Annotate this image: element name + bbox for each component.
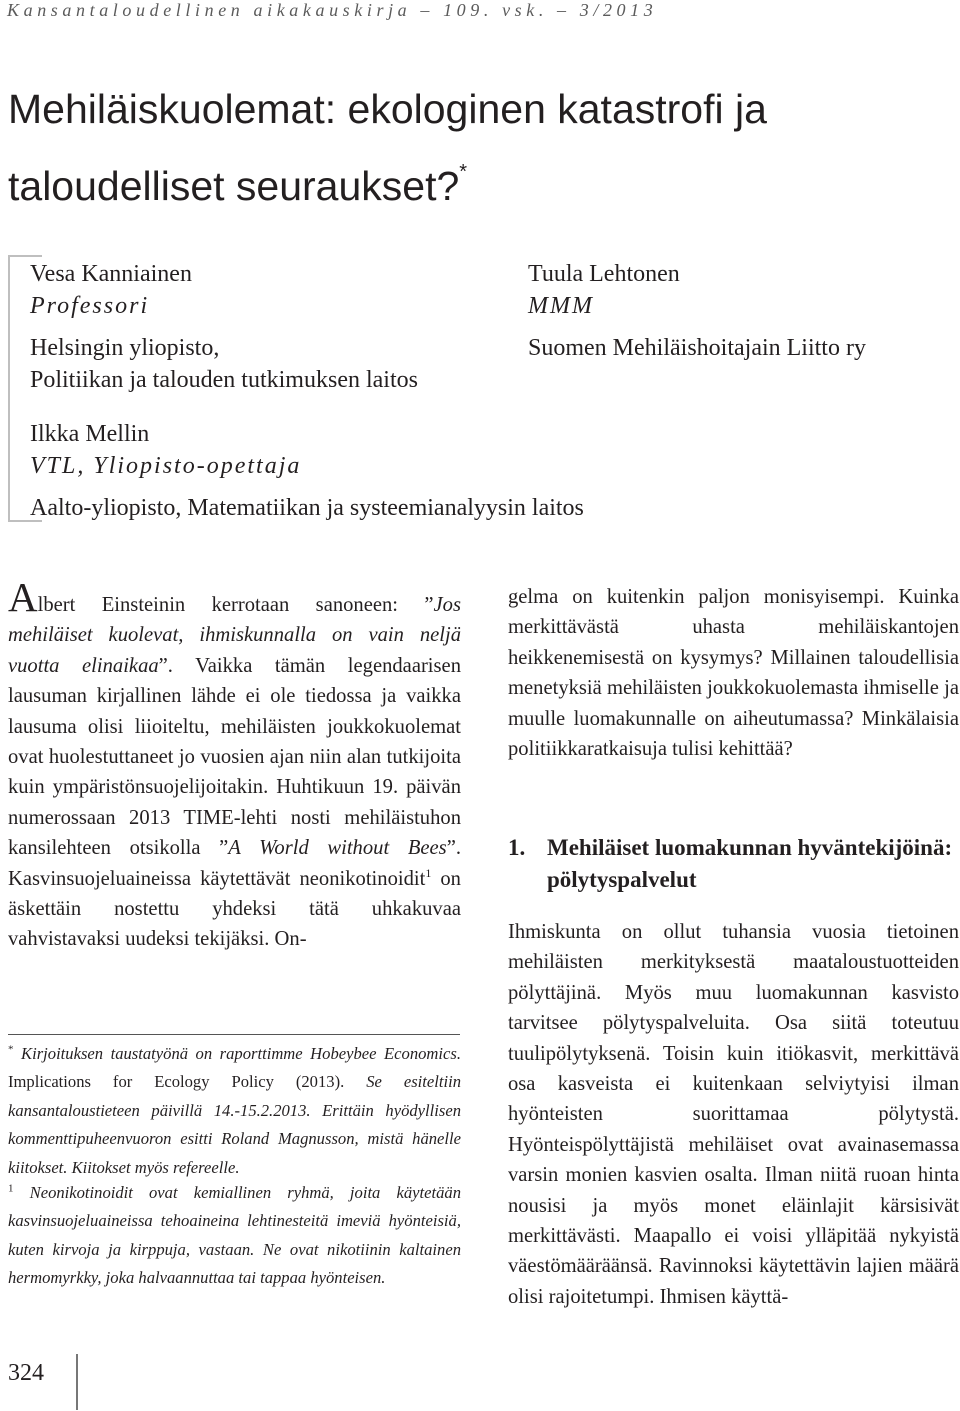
section-paragraph: Ihmiskunta on ollut tuhansia vuosia tietoinen mehiläisten merkityksestä maataloustuotteiden pölyttäjinä. Myös muu luomakunnan kasvisto tarvitsee pölytyspalveluita. Osa siitä toteutuu tuulipölytyksenä. Toisin kuin itiökasvit, merkittävä osa kasveista ei kuitenkaan selviytyisi ilman hyönteisten suorittamaa pölytystä. Hyönteispölyttäjistä mehiläiset ovat avainasemassa varsin monien kasvien osalta. Ilman niitä ruoan hinta nousisi ja myös monet eläinlajit kärsisivät merkittävästi. Maapallo ei voisi ylläpitää nykyistä väestömääräänsä. Ravinnoksi käytettävin lajien määrä olisi rajoitetumpi. Ihmisen käyttä- bbox=[508, 921, 959, 1308]
left-column bbox=[8, 574, 461, 955]
footnote-1: $^1$ Neonikotinoidit ovat kemiallinen ryhmä, joita käytetään kasvinsuojeluaineissa tehoaineina lehtinesteitä imeviä hyönteisiä, kuten kirvoja ja kirppuja, vastaan. Ne ovat nikotiinin kaltainen hermomyrkky, joka halvaannuttaa tai tappaa hyönteisen. bbox=[8, 1182, 461, 1288]
author-role: VTL, Yliopisto-opettaja bbox=[30, 453, 302, 479]
author-affiliation: Helsingin yliopisto, bbox=[30, 335, 220, 361]
title-line-1: Mehiläiskuolemat: ekologinen katastrofi ja bbox=[8, 86, 767, 132]
author-name: Tuula Lehtonen bbox=[528, 261, 680, 287]
author-role: MMM bbox=[528, 293, 594, 319]
author-bracket bbox=[8, 255, 21, 521]
footnote-rule bbox=[8, 1034, 460, 1035]
dropcap: A bbox=[8, 574, 38, 620]
author-affiliation: Suomen Mehiläishoitajain Liitto ry bbox=[528, 335, 866, 361]
section-heading bbox=[508, 832, 953, 896]
author-block-1 bbox=[30, 258, 418, 396]
author-block-3 bbox=[30, 418, 584, 524]
title-footnote-mark: * bbox=[459, 161, 468, 183]
title-line-2: taloudelliset seuraukset? bbox=[8, 163, 460, 209]
author-bracket-top bbox=[8, 255, 42, 257]
right-column-top bbox=[508, 582, 959, 764]
page-number-divider bbox=[76, 1354, 78, 1410]
author-affiliation: Politiikan ja talouden tutkimuksen laitos bbox=[30, 367, 418, 393]
continuation-paragraph: gelma on kuitenkin paljon monisyisempi. Kuinka merkittävästä uhasta mehiläiskantojen heikkenemisestä on kysymys? Millainen taloudellisia menetyksiä mehiläisten joukkokuolemasta ihmiselle ja muulle luomakunnalle on aiheutumassa? Minkälaisia politiikkaratkaisuja tulisi kehittää? bbox=[508, 586, 959, 761]
time-cover-title: A World without Bees bbox=[228, 837, 447, 860]
footnote-mark: * bbox=[8, 1043, 14, 1056]
einstein-quote: Jos mehiläiset kuolevat, ihmiskunnalla on vain neljä vuotta elinaikaa bbox=[8, 594, 461, 677]
footnote-mark: 1 bbox=[8, 1182, 14, 1195]
author-role: Professori bbox=[30, 293, 150, 319]
right-column-section bbox=[508, 917, 959, 1312]
author-name: Ilkka Mellin bbox=[30, 421, 150, 447]
footnote-star: * Kirjoituksen taustatyönä on raporttimme Hobeybee Economics. Implications for Ecology Policy (2013). Se esiteltiin kansantaloustieteen päivillä 14.-15.2.2013. Erittäin hyödyllisen kommenttipuheenvuoron esitti Roland Magnusson, mistä hänelle kiitokset. Kiitokset myös refereelle. bbox=[8, 1043, 461, 1177]
page-number: 324 bbox=[8, 1360, 44, 1386]
author-affiliation: Aalto-yliopisto, Matematiikan ja systeemianalyysin laitos bbox=[30, 495, 584, 521]
footnote-ref[interactable]: 1 bbox=[425, 865, 432, 880]
author-block-2 bbox=[528, 258, 866, 364]
section-title: Mehiläiset luomakunnan hyväntekijöinä: pölytyspalvelut bbox=[547, 835, 953, 892]
article-title bbox=[8, 78, 948, 218]
section-number: 1. bbox=[508, 835, 526, 860]
intro-paragraph: Albert Einsteinin kerrotaan sanoneen: ”Jos mehiläiset kuolevat, ihmiskunnalla on vain neljä vuotta elinaikaa”. Vaikka tämän legendaarisen lausuman kirjallinen lähde ei ole tiedossa ja vaikka lausuma olisi liioiteltu, mehiläisten joukkokuolemat ovat huolestuttaneet jo vuosien ajan niin alan tutkijoita kuin ympäristönsuojelijoitakin. Huhtikuun 19. päivän numerossaan 2013 TIME-lehti nosti mehiläistuhon kansilehteen otsikolla ”A World without Bees”. Kasvinsuojeluaineissa käytettävät neonikotinoidit$^1$ on äskettäin nostettu yhdeksi tätä uhkakuvaa vahvistavaksi uudeksi tekijäksi. On- bbox=[8, 574, 461, 951]
author-name: Vesa Kanniainen bbox=[30, 261, 192, 287]
journal-header: Kansantaloudellinen aikakauskirja – 109. vsk. – 3/2013 bbox=[7, 0, 658, 20]
